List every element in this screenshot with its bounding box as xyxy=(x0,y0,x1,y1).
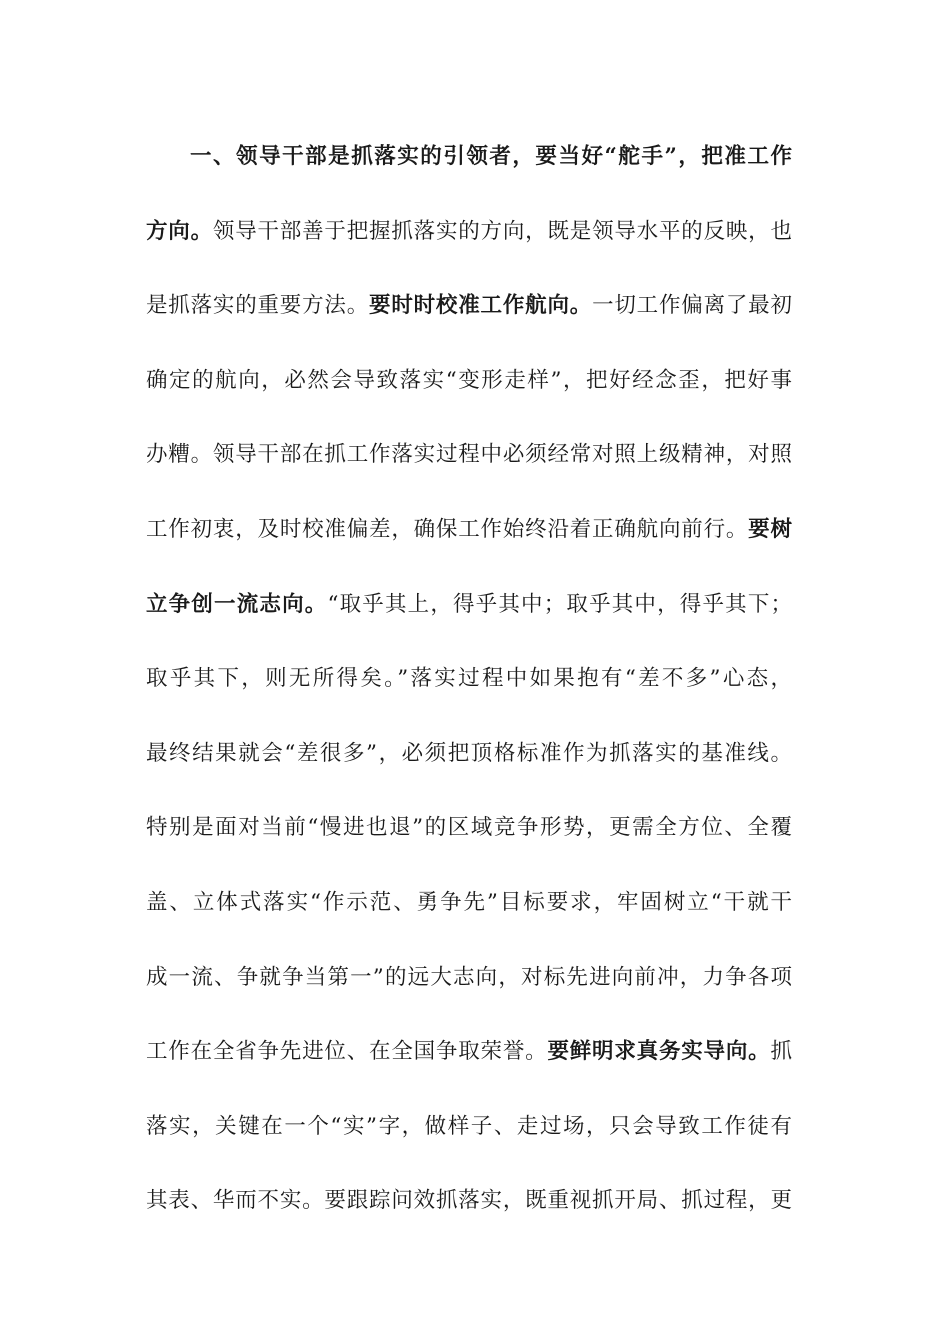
text-line xyxy=(146,418,792,493)
body-text-run: 工作初衷，及时校准偏差，确保工作始终沿着正确航向前行。 xyxy=(146,516,749,542)
bold-heading-text: 一、领导干部是抓落实的引领者，要当好“舵手”，把准工作 xyxy=(190,144,792,169)
body-text-run: 办糟。领导干部在抓工作落实过程中必须经常对照上级精神，对照 xyxy=(146,442,792,468)
body-text-run: 领导干部善于把握抓落实的方向，既是领导水平的反映，也 xyxy=(212,218,792,244)
body-text-run: “取乎其上，得乎其中；取乎其中，得乎其下； xyxy=(327,591,792,617)
body-text-run: 取乎其下，则无所得矣。”落实过程中如果抱有“差不多”心态， xyxy=(146,666,792,692)
body-text xyxy=(146,120,792,1239)
text-line xyxy=(146,642,792,717)
body-text-run: 确定的航向，必然会导致落实“变形走样”，把好经念歪，把好事 xyxy=(146,367,792,393)
text-line xyxy=(146,344,792,419)
bold-heading-text: 要时时校准工作航向。 xyxy=(369,293,593,319)
body-text-run: 是抓落实的重要方法。 xyxy=(146,293,370,319)
body-text-run: 特别是面对当前“慢进也退”的区域竞争形势，更需全方位、全覆 xyxy=(146,815,792,841)
text-line xyxy=(146,269,792,344)
bold-heading-text: 要树 xyxy=(748,516,792,542)
bold-heading-text: 立争创一流志向。 xyxy=(146,591,328,617)
text-line xyxy=(146,1090,792,1165)
text-line xyxy=(146,791,792,866)
bold-heading-text: 要鲜明求真务实导向。 xyxy=(547,1039,771,1065)
body-text-run: 其表、华而不实。要跟踪问效抓落实，既重视抓开局、抓过程，更 xyxy=(146,1188,792,1214)
text-line xyxy=(146,941,792,1016)
text-line xyxy=(146,195,792,270)
text-line xyxy=(146,717,792,792)
text-line xyxy=(146,1164,792,1239)
body-text-run: 抓 xyxy=(770,1039,792,1065)
text-line xyxy=(146,493,792,568)
body-text-run: 成一流、争就争当第一”的远大志向，对标先进向前冲，力争各项 xyxy=(146,964,792,990)
body-text-run: 工作在全省争先进位、在全国争取荣誉。 xyxy=(146,1039,548,1065)
text-line xyxy=(146,866,792,941)
text-line xyxy=(146,120,792,195)
body-text-run: 盖、立体式落实“作示范、勇争先”目标要求，牢固树立“干就干 xyxy=(146,889,792,915)
text-line xyxy=(146,568,792,643)
body-text-run: 最终结果就会“差很多”，必须把顶格标准作为抓落实的基准线。 xyxy=(146,740,792,766)
body-text-run: 落实，关键在一个“实”字，做样子、走过场，只会导致工作徒有 xyxy=(146,1113,792,1139)
text-line xyxy=(146,1015,792,1090)
body-text-run: 一切工作偏离了最初 xyxy=(592,293,792,319)
bold-heading-text: 方向。 xyxy=(146,218,213,244)
